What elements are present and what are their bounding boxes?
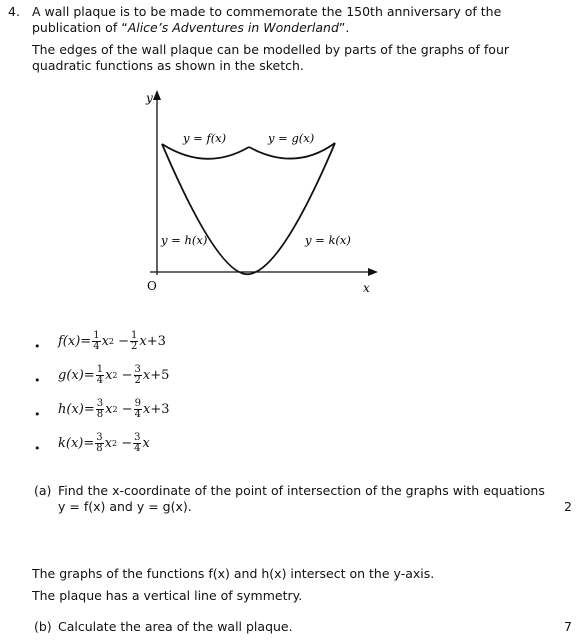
denominator: 8 (96, 409, 104, 420)
constant: +3 (150, 402, 170, 417)
label-k: y = k(x) (305, 233, 351, 247)
part-b-label: (b) (34, 619, 52, 634)
part-b-marks: 7 (564, 619, 572, 634)
x-axis-label: x (363, 281, 370, 295)
fraction (130, 331, 138, 352)
curve-h (162, 144, 250, 274)
fraction (133, 433, 141, 454)
numerator: 3 (134, 432, 141, 443)
denominator: 4 (93, 341, 100, 352)
constant: +3 (146, 334, 166, 349)
function-name: f(x) (58, 334, 81, 349)
model-line-1: The edges of the wall plaque can be modelled by parts of the graphs of four (32, 42, 510, 57)
fraction (134, 399, 142, 420)
part-a-text-1: Find the x-coordinate of the point of intersection of the graphs with equations (58, 483, 545, 498)
bullet-icon: • (34, 374, 41, 387)
fraction (95, 433, 103, 454)
denominator: 4 (134, 443, 141, 454)
denominator: 4 (134, 409, 141, 420)
denominator: 8 (96, 443, 103, 454)
fraction (92, 331, 100, 352)
curve-g (249, 143, 335, 159)
bullet-icon: • (34, 340, 41, 353)
fraction (96, 399, 104, 420)
function-h: h(x) = $\frac{3}{8}$ x 2 − $\frac{9}{4}$ x +3 (58, 398, 170, 420)
numerator: 1 (96, 364, 104, 375)
denominator: 2 (134, 375, 141, 386)
intro-suffix: ”. (338, 20, 350, 35)
info-line-2: The plaque has a vertical line of symmetry. (32, 588, 303, 603)
y-axis-label: y (146, 91, 153, 105)
numerator: 3 (134, 364, 141, 375)
denominator: 4 (96, 375, 104, 386)
x-axis-arrow (368, 268, 378, 276)
numerator: 3 (96, 398, 104, 409)
bullet-icon: • (34, 442, 41, 455)
book-title: Alice’s Adventures in Wonderland (127, 20, 339, 35)
constant: +5 (150, 368, 170, 383)
intro-prefix: publication of “ (32, 20, 128, 35)
function-k: k(x) = $\frac{3}{8}$ x 2 − $\frac{3}{4}$ x (58, 432, 150, 454)
function-name: k(x) (58, 436, 84, 451)
y-axis-arrow (153, 90, 161, 100)
curve-f (162, 144, 249, 159)
function-name: g(x) (58, 368, 84, 383)
part-a-marks: 2 (564, 499, 572, 514)
denominator: 2 (131, 341, 138, 352)
origin-label: O (147, 279, 157, 293)
part-a-text-2: y = f(x) and y = g(x). (58, 499, 192, 514)
label-g: y = g(x) (268, 131, 315, 145)
fraction (96, 365, 104, 386)
numerator: 3 (96, 432, 103, 443)
label-f: y = f(x) (183, 131, 227, 145)
label-h: y = h(x) (161, 233, 208, 247)
fraction (134, 365, 142, 386)
numerator: 9 (134, 398, 141, 409)
numerator: 1 (131, 330, 138, 341)
bullet-icon: • (34, 408, 41, 421)
part-b-text: Calculate the area of the wall plaque. (58, 619, 293, 634)
numerator: 1 (93, 330, 100, 341)
model-line-2: quadratic functions as shown in the sketch. (32, 58, 304, 73)
question-number: 4. (8, 4, 20, 19)
part-a-label: (a) (34, 483, 52, 498)
curve-k (250, 143, 335, 274)
info-line-1: The graphs of the functions f(x) and h(x) intersect on the y-axis. (32, 566, 435, 581)
function-name: h(x) (58, 402, 84, 417)
intro-line-1: A wall plaque is to be made to commemorate the 150th anniversary of the (32, 4, 502, 19)
function-f: f(x) = $\frac{1}{4}$ x 2 − $\frac{1}{2}$ x +3 (58, 330, 166, 352)
function-g: g(x) = $\frac{1}{4}$ x 2 − $\frac{3}{2}$ x +5 (58, 364, 170, 386)
